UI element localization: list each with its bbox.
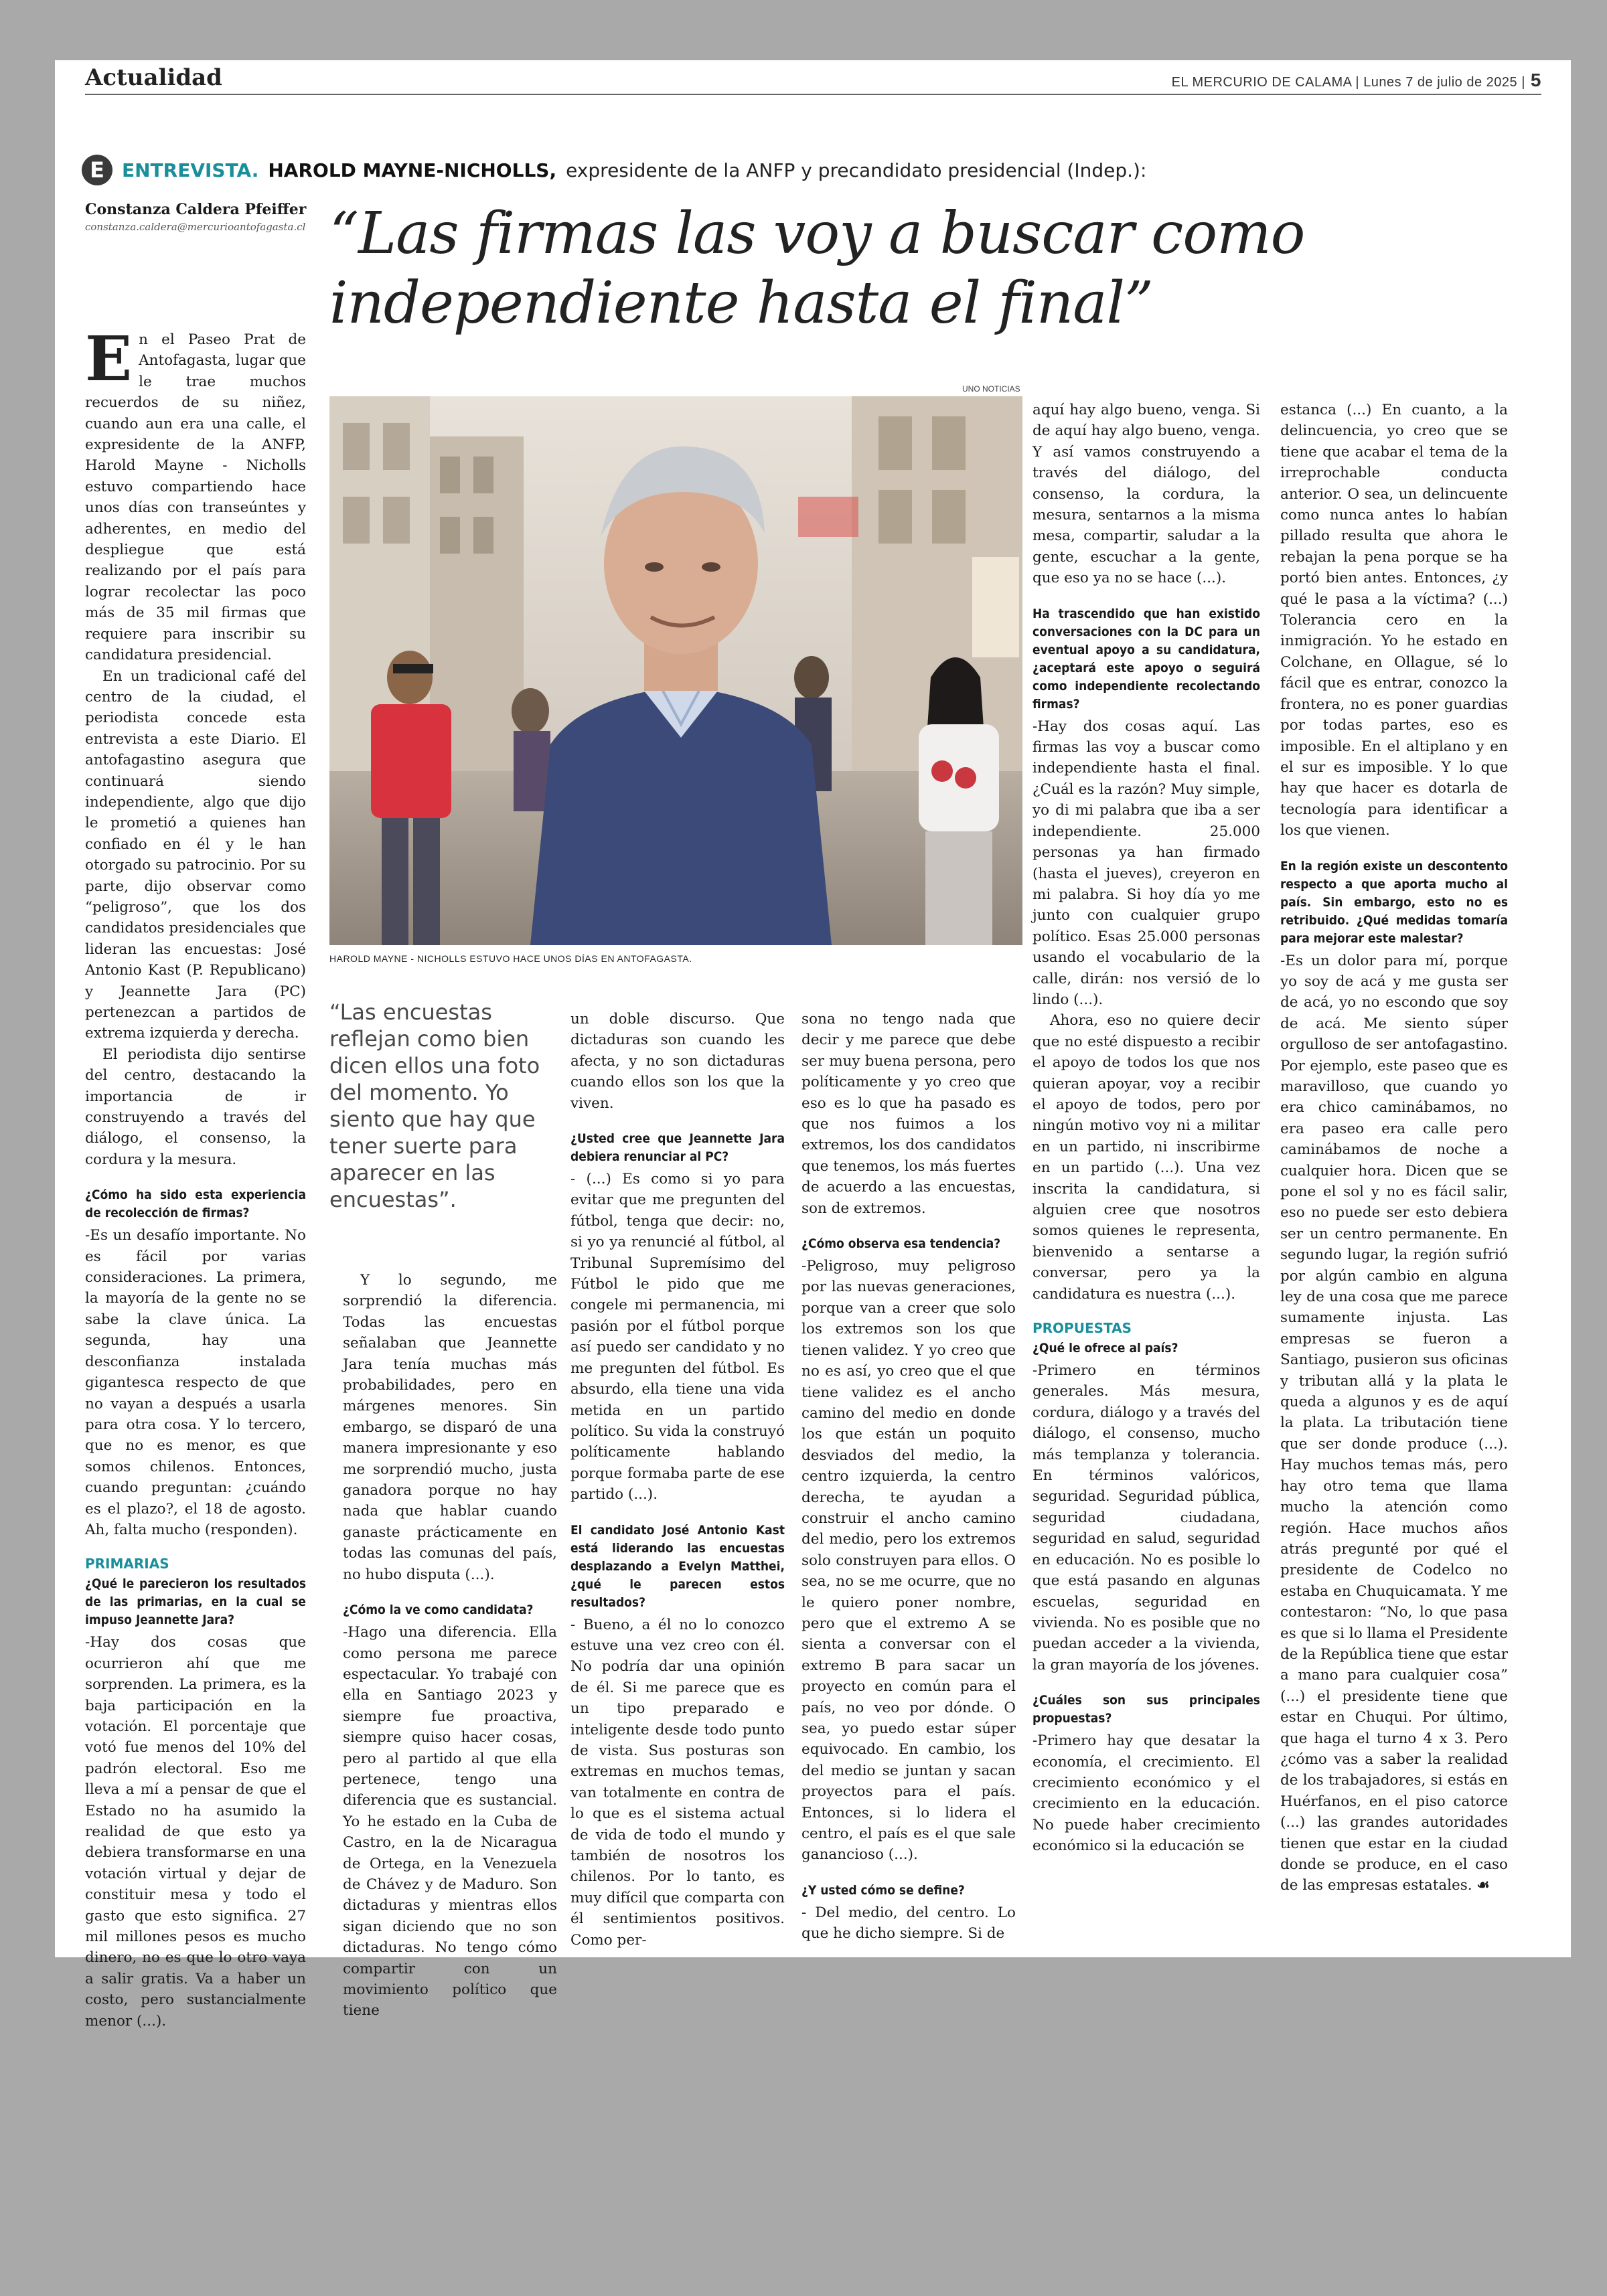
interview-answer (1280, 951, 1508, 1896)
paragraph: un doble discurso. Que dictaduras son cuando les afecta, y no son dictaduras cuando ellos son los que la viven. (570, 1011, 785, 1112)
lead-text: n el Paseo Prat de Antofagasta, lugar que le trae muchos recuerdos de su niñez, cuando aun era una calle, el expresidente de la ANFP, Harold Mayne - Nicholls estuvo compartiendo hace unos días con transeúntes y adherentes, en medio del despliegue que está realizando por el país para lograr recolectar las poco más de 35 mil firmas que requiere para inscribir su candidatura presidencial. (85, 331, 306, 664)
answer-text: -Es un dolor para mí, porque yo soy de acá y me gusta ser de acá, yo no escondo que soy de acá. Me siento súper orgulloso de ser antofagastino. Por ejemplo, este paseo que es maravilloso, que cuando yo era chico caminábamos, no era paseo era calle pero caminábamos de noche a cualquier hora. Dicen que se pone el sol y no es fácil salir, eso no puede ser esto debiera ser un centro permanente. En segundo lugar, la región sufrió por algún cambio en alguna ley de una cosa que me parece sumamente injusta. Las empresas se fueron a Santiago, pusieron sus oficinas y tributan allá y la plata le queda a algunos y es de aquí la plata. La tributación tiene que ser donde produce (...). Hay muchos temas más, pero hay otro tema que llama mucho la atención como región. Hace muchos años atrás pregunté por qué el presidente de Codelco no estaba en Chuquicamata. Y me contestaron: “No, lo que pasa es que si lo llama el Presidente de la República tiene que estar a mano para cualquier cosa” (...) el presidente tiene que estar en Chuqui. Por último, que haga el turno 4 x 3. Pero ¿cómo vas a saber la realidad de los trabajadores, si estás en Huérfanos, en el piso catorce (...) las grandes autoridades tienen que estar en la ciudad donde se produce, en el caso de las empresas estatales. (1280, 952, 1508, 1894)
photo-credit: UNO NOTICIAS (962, 384, 1020, 394)
article-column-1 (85, 323, 306, 2032)
article-column-4 (801, 1009, 1016, 1945)
paragraph: Ahora, eso no quiere decir que no esté dispuesto a recibir el apoyo de todos los que nos quieran apoyar, voy a recibir el apoyo de todos, pero por ningún motivo voy ni a militar en un partido, ni inscribirme en un partido (...). Una vez inscrita la candidatura, si alguien cree que nosotros somos quienes le representa, bienvenido a sentarse a conversar, pero ya la candidatura es nuestra (...). (1032, 1012, 1260, 1303)
article-column-5 (1032, 400, 1260, 1857)
interview-question: ¿Y usted cómo se define? (801, 1882, 965, 1898)
interview-answer: -Hago una diferencia. Ella como persona me parece espectacular. Yo trabajé con ella en Santiago 2023 y siempre fue proactiva, siempre quiso hacer cosas, pero al partido al que ella pertenece, tengo una diferencia que es sustancial. Yo he estado en la Cuba de Castro, en la de Nicaragua de Ortega, en la Venezuela de Chávez y de Maduro. Son dictaduras y mientras ellos sigan diciendo que no son dictaduras. No tengo cómo compartir con un movimiento político que tiene (343, 1624, 557, 2020)
end-of-article-mark: ☙ (1476, 1877, 1490, 1894)
article-column-6 (1280, 400, 1508, 1896)
photo-caption: HAROLD MAYNE - NICHOLLS ESTUVO HACE UNOS DÍAS EN ANTOFAGASTA. (329, 953, 692, 964)
interview-answer: - Del medio, del centro. Lo que he dicho siempre. Si de (801, 1904, 1016, 1943)
interview-question: El candidato José Antonio Kast está liderando las encuestas desplazando a Evelyn Matthei, ¿qué le parecen estos resultados? (570, 1522, 785, 1610)
interview-badge: E (82, 155, 112, 185)
interview-question: ¿Cómo la ve como candidata? (343, 1603, 534, 1618)
drop-cap: E (85, 323, 133, 395)
interview-answer: -Es un desafío importante. No es fácil por varias consideraciones. La primera, la mayoría de la gente no se sabe la clave única. La segunda, hay una desconfianza instalada gigantesca respecto de que no vayan a después a usarla para otra cosa. Y lo tercero, que no es menor, es que somos chilenos. Entonces, cuando preguntan: ¿cuándo es el plazo?, el 18 de agosto. Ah, falta mucho (responden). (85, 1227, 306, 1538)
interview-answer: -Primero hay que desatar la economía, el crecimiento. El crecimiento económico y el crecimiento en la educación. No puede haber crecimiento económico si la educación se (1032, 1732, 1260, 1855)
interview-question: ¿Qué le ofrece al país? (1032, 1341, 1178, 1356)
interview-answer: -Hay dos cosas aquí. Las firmas las voy a buscar como independiente hasta el final. ¿Cuál es la razón? Muy simple, yo di mi palabra que iba a ser independiente. 25.000 personas ya han firmado (hasta el jueves), creyeron en mi palabra. Si hoy día yo me junto con cualquier grupo político. Esas 25.000 personas usando el vocabulario de la calle, dirán: nos versió de lo lindo (...). (1032, 718, 1260, 1008)
interview-question: ¿Qué le parecieron los resultados de las primarias, en la cual se impuso Jeannette Jara? (85, 1576, 306, 1628)
interviewee-photo (329, 396, 1022, 945)
pull-quote: “Las encuestas reflejan como bien dicen ellos una foto del momento. Yo siento que hay que tener suerte para aparecer en las encuestas”. (329, 999, 540, 1212)
section-title: Actualidad (85, 64, 222, 91)
paragraph: El periodista dijo sentirse del centro, destacando la importancia de ir construyendo a través del diálogo, el consenso, la cordura y la mesura. (85, 1046, 306, 1168)
paragraph: estanca (...) En cuanto, a la delincuencia, yo creo que se tiene que acabar el tema de la irreprochable conducta anterior. O sea, un delincuente como nunca antes lo habían pillado resulta que ahora le rebajan la pena porque se ha portó bien antes. Entonces, ¿y qué le pasa a la víctima? (...) Tolerancia cero en la inmigración. Yo he estado en Colchane, en Ollague, sé lo fácil que es entrar, conozco la frontera, no es poner guardias por todas partes, eso es imposible. En el altiplano y en el sur es imposible. Y lo que hay que hacer es dotarla de tecnología para identificar a los que vienen. (1280, 402, 1508, 839)
interviewee-description: expresidente de la ANFP y precandidato presidencial (Indep.): (566, 159, 1147, 181)
section-subhead: PRIMARIAS (85, 1556, 169, 1572)
interview-question: ¿Cómo observa esa tendencia? (801, 1236, 1001, 1252)
paragraph: aquí hay algo bueno, venga. Si de aquí hay algo bueno, venga. Y así vamos construyendo a través del diálogo, del consenso, la cordura, la mesura, sentarnos a la misma mesa, compartir, saludar a la gente, escuchar a la gente, que eso ya no se hace (...). (1032, 402, 1260, 587)
article-column-3 (570, 1009, 785, 1951)
paragraph: sona no tengo nada que decir y me parece que debe ser muy buena persona, pero políticamente y yo creo que eso es lo que ha pasado es que nos fuimos a los extremos, los dos candidatos que tenemos, los más fuertes de acuerdo a las encuestas, son de extremos. (801, 1011, 1016, 1217)
article-kicker (82, 150, 1146, 190)
page-header (85, 64, 1541, 95)
paragraph: Y lo segundo, me sorprendió la diferencia. Todas las encuestas señalaban que Jeannette Jara tenía muchas más probabilidades, pero en márgenes menores. Sin embargo, se disparó de una manera impresionante y eso me sorprendió mucho, justa ganadora porque no hay nada que hablar cuando ganaste prácticamente en todas las comunas del país, no hubo disputa (...). (343, 1272, 557, 1583)
author-name: Constanza Caldera Pfeiffer (85, 201, 307, 218)
kicker-label: ENTREVISTA. (122, 159, 259, 181)
interview-question: Ha trascendido que han existido conversaciones con la DC para un eventual apoyo a su candidatura, ¿aceptará este apoyo o seguirá como independiente recolectando firmas? (1032, 606, 1260, 712)
lead-paragraph (85, 323, 306, 666)
headline: “Las firmas las voy a buscar como independiente hasta el final” (329, 200, 1305, 337)
interview-answer: -Hay dos cosas que ocurrieron ahí que me sorprenden. La primera, es la baja participación en la votación. El porcentaje que votó fue menos del 10% del padrón electoral. Eso me lleva a mí a pensar de que el Estado no ha asumido la realidad de que esto ya debiera transformarse en una votación virtual y dejar de constituir mesa y todo el gasto que esto significa. 27 mil millones pesos es mucho dinero, no es que lo otro vaya a salir gratis. Va a haber un costo, pero sustancialmente menor (...). (85, 1634, 306, 2030)
interview-question: ¿Usted cree que Jeannette Jara debiera renunciar al PC? (570, 1131, 785, 1165)
author-email: constanza.caldera@mercurioantofagasta.cl (85, 221, 306, 233)
page-number: 5 (1530, 70, 1541, 90)
byline (85, 201, 366, 233)
publication-date: Lunes 7 de julio de 2025 (1363, 75, 1518, 90)
newspaper-name: EL MERCURIO DE CALAMA (1171, 75, 1352, 90)
article-card (55, 129, 1571, 2030)
interview-answer: - Bueno, a él no lo conozco estuve una vez creo con él. No podría dar una opinión de él. Si me parece que es un tipo preparado e inteligente desde todo punto de vista. Sus posturas son extremas en muchos temas, van totalmente en contra de lo que es el sistema actual de vida de todo el mundo y también de nosotros los chilenos. Por lo tanto, es muy difícil que comparta con él sentimientos positivos. Como per- (570, 1616, 785, 1949)
interview-question: En la región existe un descontento respecto a que aporta mucho al país. Sin embargo, esto no es retribuido. ¿Qué medidas tomaría para mejorar este malestar? (1280, 858, 1508, 946)
paragraph: En un tradicional café del centro de la ciudad, el periodista concede esta entrevista a este Diario. El antofagastino asegura que continuará siendo independiente, algo que dijo le prometió a quienes han confiado en él y le han otorgado su patrocinio. Por su parte, dijo observar como “peligroso”, que los dos candidatos presidenciales que lideran las encuestas: José Antonio Kast (P. Republicano) y Jeannette Jara (PC) pertenezcan a partidos de extrema izquierda y derecha. (85, 667, 306, 1042)
interview-question: ¿Cómo ha sido esta experiencia de recolección de firmas? (85, 1187, 306, 1221)
page-masthead: EL MERCURIO DE CALAMA | Lunes 7 de julio de 2025 | 5 (1171, 70, 1541, 90)
interviewee-name: HAROLD MAYNE-NICHOLLS, (268, 159, 557, 181)
article-column-2 (343, 1270, 557, 2022)
interview-answer: - (...) Es como si yo para evitar que me pregunten del fútbol, tenga que decir: no, si yo ya renuncié al fútbol, al Tribunal Supremísimo del Fútbol le pido que me congele mi permanencia, mi pasión por el fútbol porque así puedo ser candidato y no me pregunten del fútbol. Es absurdo, ella tiene una vida metida en un partido político. Su vida la construyó políticamente hablando porque formaba parte de ese partido (...). (570, 1171, 785, 1503)
interview-answer: -Primero en términos generales. Más mesura, cordura, diálogo y a través del diálogo, el consenso, mucho más templanza y tolerancia. En términos valóricos, seguridad. Seguridad pública, seguridad ciudadana, seguridad en salud, seguridad en educación. No es posible lo que está pasando en algunas escuelas, seguridad en vivienda. No es posible que no puedan acceder a la vivienda, la gran mayoría de los jóvenes. (1032, 1362, 1260, 1673)
section-subhead: PROPUESTAS (1032, 1320, 1132, 1337)
interview-question: ¿Cuáles son sus principales propuestas? (1032, 1693, 1260, 1726)
interview-answer: -Peligroso, muy peligroso por las nuevas generaciones, porque van a creer que solo los extremos son los que tienen validez. Y yo creo que no es así, yo creo que el que tiene validez es el ancho camino del medio en donde los que están un poquito desviados del medio, la centro izquierda, la centro derecha, te ayudan a construir el ancho camino del medio, pero los extremos solo construyen para ellos. O sea, no se me ocurre, que no le quiero poner nombre, pero que el extremo A se sienta a conversar con el extremo B para sacar un proyecto en común para el país, no veo por dónde. O sea, yo puedo estar súper equivocado. En cambio, los del medio se juntan y sacan proyectos para el país. Entonces, si lo lidera el centro, el país es el que sale ganancioso (...). (801, 1258, 1016, 1864)
street-photo-illustration (329, 396, 1022, 945)
